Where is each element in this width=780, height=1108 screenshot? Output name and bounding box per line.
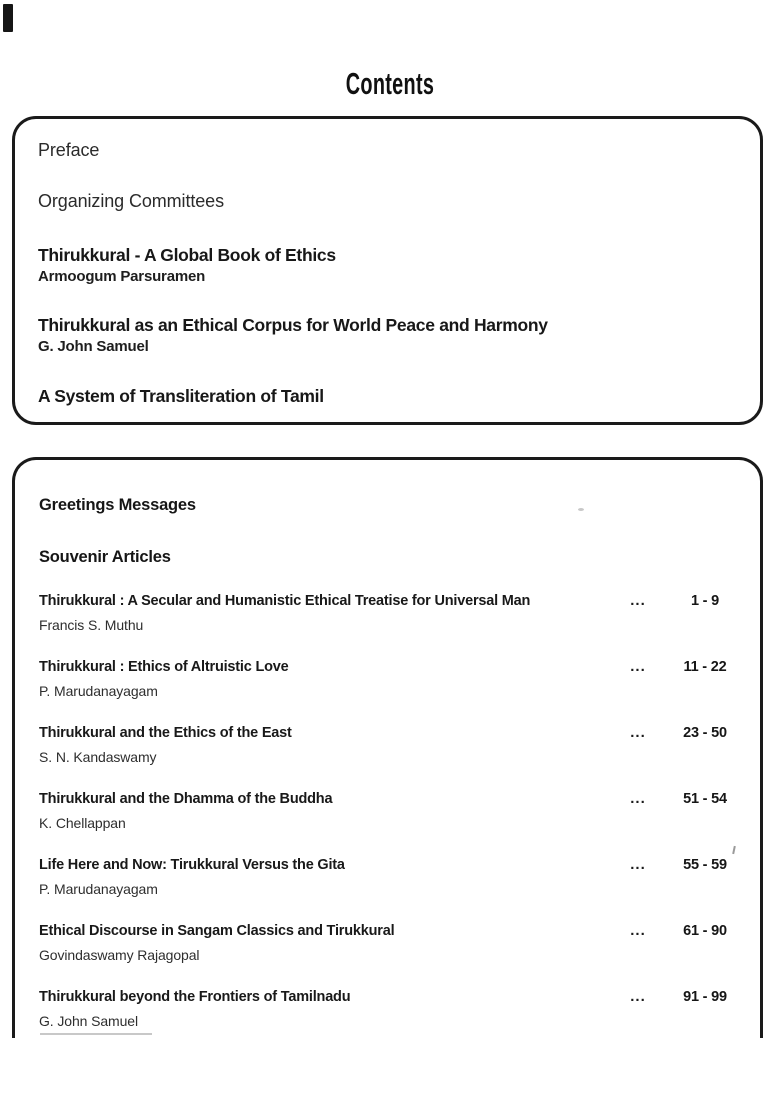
- toc-entry-text: [39, 922, 614, 964]
- page-range: 51 - 54: [683, 791, 727, 807]
- toc-item-organizing-committees: Organizing Committees: [38, 191, 224, 211]
- toc-entry-text: [39, 658, 614, 700]
- leader-dots: ...: [630, 856, 646, 873]
- toc-item-author: G. John Samuel: [38, 338, 149, 355]
- toc-item-group: [38, 245, 736, 286]
- leader-dots: ...: [630, 790, 646, 807]
- toc-entry-author: Govindaswamy Rajagopal: [39, 947, 200, 963]
- toc-entry-title: Life Here and Now: Tirukkural Versus the Gita: [39, 857, 345, 873]
- toc-entry-text: [39, 790, 614, 832]
- toc-item-group: [38, 386, 736, 407]
- toc-entry: [39, 856, 748, 898]
- toc-entry-author: P. Marudanayagam: [39, 881, 158, 897]
- toc-entry-list: [39, 592, 748, 1030]
- toc-entry: [39, 922, 748, 964]
- page-range: 23 - 50: [683, 725, 727, 741]
- leader-dots: ...: [630, 658, 646, 675]
- toc-entry-title: Thirukkural and the Ethics of the East: [39, 725, 292, 741]
- section-heading-souvenir: Souvenir Articles: [39, 548, 171, 566]
- leader-dots: ...: [630, 724, 646, 741]
- toc-entry: [39, 658, 748, 700]
- scan-corner-mark: [3, 4, 13, 32]
- page-range: 55 - 59: [683, 857, 727, 873]
- leader-dots: ...: [630, 922, 646, 939]
- page-range: 11 - 22: [683, 659, 727, 675]
- toc-entry-text: [39, 724, 614, 766]
- toc-entry-author: K. Chellappan: [39, 815, 126, 831]
- toc-entry-text: [39, 988, 614, 1030]
- toc-item-title: A System of Transliteration of Tamil: [38, 386, 324, 406]
- toc-entry: [39, 592, 748, 634]
- toc-entry-author: S. N. Kandaswamy: [39, 749, 157, 765]
- toc-entry-text: [39, 592, 614, 634]
- front-matter-box: [12, 116, 763, 425]
- section-heading-greetings: Greetings Messages: [39, 496, 196, 514]
- toc-entry-author: Francis S. Muthu: [39, 617, 144, 633]
- toc-item-title: Thirukkural - A Global Book of Ethics: [38, 245, 336, 265]
- toc-entry: [39, 724, 748, 766]
- toc-entry-title: Thirukkural : Ethics of Altruistic Love: [39, 659, 289, 675]
- toc-entry-text: [39, 856, 614, 898]
- toc-item-preface: Preface: [38, 140, 100, 160]
- toc-entry: [39, 988, 748, 1030]
- page-range: 61 - 90: [683, 923, 727, 939]
- leader-dots: ...: [630, 988, 646, 1005]
- toc-entry-author: G. John Samuel: [39, 1013, 138, 1029]
- toc-entry: [39, 790, 748, 832]
- page-range: 1 - 9: [690, 593, 719, 609]
- page-range: 91 - 99: [683, 989, 727, 1005]
- toc-item-author: Armoogum Parsuramen: [38, 268, 206, 285]
- toc-item-title: Thirukkural as an Ethical Corpus for World Peace and Harmony: [38, 315, 548, 335]
- toc-item-group: [38, 315, 736, 356]
- articles-box: [12, 457, 763, 1038]
- page-title: Contents: [345, 66, 435, 101]
- toc-entry-author: P. Marudanayagam: [39, 683, 158, 699]
- toc-entry-title: Thirukkural beyond the Frontiers of Tamilnadu: [39, 989, 351, 1005]
- toc-entry-title: Ethical Discourse in Sangam Classics and Tirukkural: [39, 923, 395, 939]
- scan-speck-artifact: [578, 508, 584, 511]
- toc-entry-title: Thirukkural and the Dhamma of the Buddha: [39, 791, 333, 807]
- scan-cut-line-artifact: [40, 1033, 152, 1035]
- leader-dots: ...: [630, 592, 646, 609]
- toc-entry-title: Thirukkural : A Secular and Humanistic Ethical Treatise for Universal Man: [39, 593, 531, 609]
